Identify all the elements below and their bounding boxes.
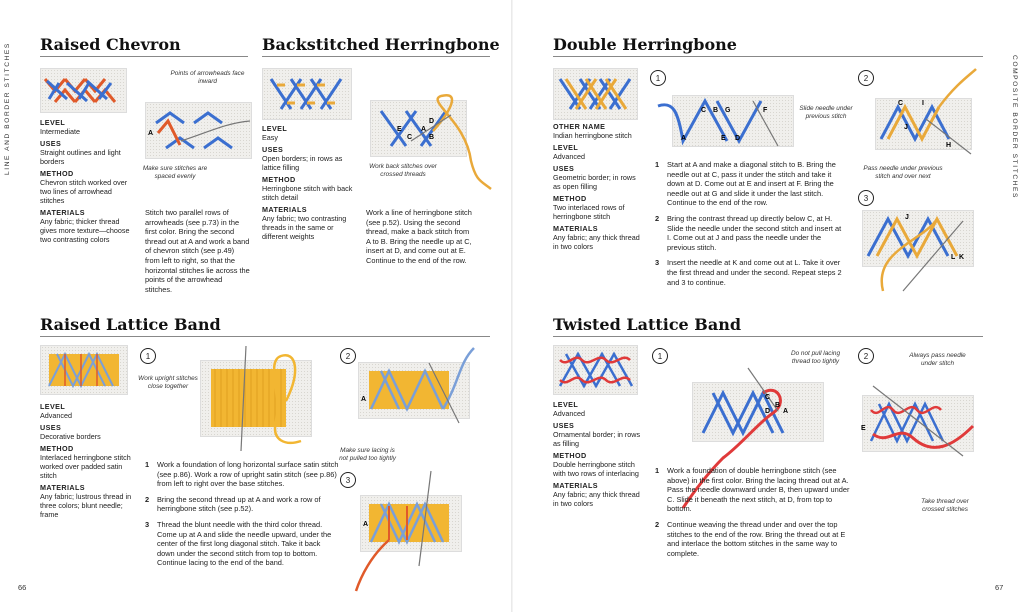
svg-text:J: J xyxy=(905,214,909,221)
twisted-lattice-steps: 1 Work a foundation of double herringbone stitch (see above) in the first color. Bring the lacing thread out at A. Pass the needle downward under B, then upward under C. Slide it beneath the next stitch, at D, from top to bottom. 2 Continue weaving the thread under and over the top stitches to the end of the row. Bring the thread out at E and interlace the bottom stitches in the same way to complete. xyxy=(655,466,850,558)
svg-text:K: K xyxy=(959,254,965,261)
twisted-lattice-title: Twisted Lattice Band xyxy=(553,315,742,334)
svg-text:A: A xyxy=(363,521,369,528)
svg-text:B: B xyxy=(713,107,719,114)
svg-text:A: A xyxy=(148,130,154,137)
page-gutter xyxy=(511,0,513,612)
backstitched-text: Work a line of herringbone stitch (see p.52). Using the second thread, make a back stitch from A to B. Bring the needle up at C, insert at D, and come out at E. Continue to the end of the row. xyxy=(366,208,472,265)
raised-lattice-meta: LEVEL Advanced USES Decorative borders METHOD Interlaced herringbone stitch worked over padded satin stitch MATERIALS Any fabric; lustrous thread in three colors; blunt needle; frame xyxy=(40,402,132,519)
twisted-lattice-swatch xyxy=(553,345,638,395)
raised-chevron-rule xyxy=(40,56,248,57)
page-number-right: 67 xyxy=(995,583,1004,592)
raised-lattice-caption-1: Work upright stitches close together xyxy=(138,375,198,390)
backstitched-caption-1: Work back stitches over crossed threads xyxy=(369,163,437,178)
svg-text:D: D xyxy=(765,408,771,415)
raised-chevron-step-image xyxy=(145,102,252,159)
twisted-lattice-step-1-badge: 1 xyxy=(652,348,668,364)
double-herringbone-caption-1: Slide needle under previous stitch xyxy=(799,105,853,120)
svg-text:F: F xyxy=(763,107,768,114)
svg-text:D: D xyxy=(735,135,741,142)
side-label-left: LINE AND BORDER STITCHES xyxy=(4,42,11,175)
svg-text:C: C xyxy=(701,107,707,114)
raised-lattice-title: Raised Lattice Band xyxy=(40,315,221,334)
double-herringbone-step-2-image xyxy=(875,98,972,150)
svg-text:A: A xyxy=(783,408,789,415)
double-herringbone-swatch xyxy=(553,68,638,120)
svg-text:J: J xyxy=(904,124,908,131)
raised-lattice-step-2-badge: 2 xyxy=(340,348,356,364)
twisted-lattice-caption-2: Always pass needle under stitch xyxy=(909,352,966,367)
chevron-swatch-image xyxy=(41,69,126,112)
raised-chevron-caption-2: Make sure stitches are spaced evenly xyxy=(142,165,208,180)
raised-chevron-meta: LEVEL Intermediate USES Straight outlines and light borders METHOD Chevron stitch worked over two lines of arrowhead stitches MATERIALS Any fabric; thicker thread gives more texture—choose two contrasting colors xyxy=(40,118,130,244)
backstitched-rule xyxy=(262,56,490,57)
svg-text:A: A xyxy=(421,126,427,133)
twisted-lattice-step-1-image xyxy=(692,382,824,442)
double-herringbone-step-3-image xyxy=(862,210,974,267)
twisted-lattice-caption-1: Do not pull lacing thread too tightly xyxy=(790,350,841,365)
backstitched-meta: LEVEL Easy USES Open borders; in rows as lattice filling METHOD Herringbone stitch with back stitch detail MATERIALS Any fabric; two contrasting threads in the same or different weights xyxy=(262,124,353,241)
raised-chevron-swatch xyxy=(40,68,127,113)
side-label-right: COMPOSITE BORDER STITCHES xyxy=(1011,55,1018,200)
svg-text:E: E xyxy=(861,425,866,432)
backstitched-title: Backstitched Herringbone xyxy=(262,35,500,54)
svg-text:C: C xyxy=(765,394,771,401)
raised-lattice-step-2-image xyxy=(358,362,470,419)
svg-text:E: E xyxy=(721,135,726,142)
twisted-lattice-caption-3: Take thread over crossed stitches xyxy=(921,498,969,513)
raised-lattice-step-3-badge: 3 xyxy=(340,472,356,488)
svg-text:A: A xyxy=(681,135,687,142)
backstitched-swatch xyxy=(262,68,352,120)
raised-lattice-steps: 1 Work a foundation of long horizontal surface satin stitch (see p.86). Work a row of upright satin stitch (see p.86) from left to right over the base stitches. 2 Bring the second thread up at A and work a row of herringbone stitch (see p.52). 3 Thread the blunt needle with the third color thread. Come up at A and slide the needle upward, under the center of the first long diagonal stitch. Take it back down under the second stitch from top to bottom. Continue lacing to the end of the band. xyxy=(145,460,339,568)
svg-text:H: H xyxy=(946,142,952,149)
double-herringbone-steps: 1 Start at A and make a diagonal stitch to B. Bring the needle out at C, pass it under the stitch and take it down at D. Come out at E and insert at F. Bring the needle out at G and slide it under the last stitch. Continue to the end of the row. 2 Bring the contrast thread up directly below C, at H. Slide the needle under the second stitch and insert at I. Come out at J and pass the needle under the previous stitch. 3 Insert the needle at K and come out at L. Take it over the first thread and under the second. Repeat steps 2 and 3 to continue. xyxy=(655,160,842,287)
raised-lattice-swatch xyxy=(40,345,128,395)
double-herringbone-rule xyxy=(553,56,983,57)
raised-lattice-step-1-image xyxy=(200,360,312,437)
svg-text:G: G xyxy=(725,107,731,114)
twisted-lattice-meta: LEVEL Advanced USES Ornamental border; in rows as filling METHOD Double herringbone stitch with two rows of interlacing MATERIALS Any fabric; any thick thread in two colors xyxy=(553,400,641,508)
svg-text:B: B xyxy=(429,134,435,141)
raised-chevron-title: Raised Chevron xyxy=(40,35,181,54)
backstitched-step-image xyxy=(370,100,467,157)
svg-text:C: C xyxy=(407,134,413,141)
raised-lattice-step-3-image xyxy=(360,495,462,552)
double-herringbone-step-1-badge: 1 xyxy=(650,70,666,86)
svg-text:L: L xyxy=(951,254,956,261)
svg-text:C: C xyxy=(898,100,904,107)
raised-lattice-rule xyxy=(40,336,490,337)
twisted-lattice-rule xyxy=(553,336,983,337)
svg-text:B: B xyxy=(775,402,781,409)
twisted-lattice-step-2-badge: 2 xyxy=(858,348,874,364)
svg-text:I: I xyxy=(922,100,924,107)
svg-text:D: D xyxy=(429,118,435,125)
double-herringbone-step-3-badge: 3 xyxy=(858,190,874,206)
double-herringbone-step-1-image xyxy=(672,95,794,147)
double-herringbone-meta: OTHER NAME Indian herringbone stitch LEVEL Advanced USES Geometric border; in rows as open filling METHOD Two interlaced rows of herringbone stitch MATERIALS Any fabric; any thick thread in two colors xyxy=(553,122,640,251)
double-herringbone-caption-2: Pass needle under previous stitch and over next xyxy=(863,165,943,180)
raised-lattice-step-1-badge: 1 xyxy=(140,348,156,364)
raised-lattice-caption-2: Make sure lacing is not pulled too tightly xyxy=(339,447,396,462)
double-herringbone-title: Double Herringbone xyxy=(553,35,737,54)
svg-text:A: A xyxy=(361,396,367,403)
svg-text:E: E xyxy=(397,126,402,133)
raised-chevron-caption-1: Points of arrowheads face inward xyxy=(170,70,245,85)
raised-chevron-text: Stitch two parallel rows of arrowheads (see p.73) in the first color. Bring the second thread out at A and work a band of chevron stitch (see p.49) from left to right, so that the horizontal stitches lie across the points of the arrowhead stitches. xyxy=(145,208,250,294)
twisted-lattice-step-2-image xyxy=(862,395,974,452)
page-number-left: 66 xyxy=(18,583,27,592)
double-herringbone-step-2-badge: 2 xyxy=(858,70,874,86)
